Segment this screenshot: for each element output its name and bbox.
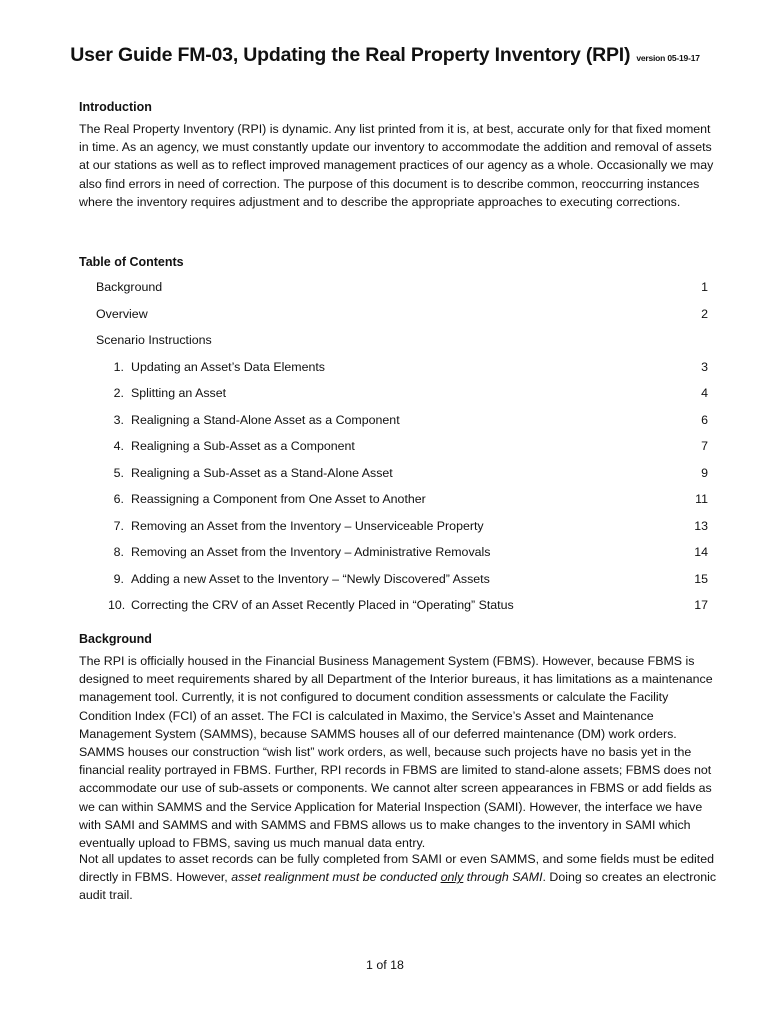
- toc-entry-number: 7.: [113, 518, 124, 533]
- emphasis-text: asset realignment must be conducted only through SAMI: [231, 870, 543, 885]
- toc-entry-page: 13: [694, 518, 708, 533]
- introduction-paragraph: The Real Property Inventory (RPI) is dynamic. Any list printed from it is, at best, accurate only for that fixed moment in time. As an agency, we must constantly update our inventory to accommodate the addition and removal of assets at our stations as well as to reflect improved management practices of our agency as a whole. Occasionally we may also find errors in need of correction. The purpose of this document is to describe common, reoccurring instances where the inventory requires adjustment and to describe the appropriate approaches to executing corrections.: [79, 122, 714, 209]
- toc-scenario-entry[interactable]: [108, 598, 708, 616]
- toc-entry-page: 3: [701, 359, 708, 374]
- page-number: 1 of 18: [366, 958, 404, 972]
- underlined-only: only: [440, 870, 464, 885]
- toc-entry-label: Reassigning a Component from One Asset to Another: [131, 492, 426, 506]
- toc-entry-page: 2: [701, 306, 708, 321]
- toc-scenario-entry[interactable]: [108, 439, 708, 457]
- background-heading: Background: [79, 632, 152, 646]
- background-paragraph-1: The RPI is officially housed in the Financial Business Management System (FBMS). However, because FBMS is designed to meet requirements shared by all Department of the Interior bureaus, it has limitations as a maintenance management tool. Currently, it is not configured to document condition assessments or calculate the Facility Condition Index (FCI) of an asset. The FCI is calculated in Maximo, the Service’s Asset and Maintenance Management System (SAMMS), because SAMMS houses all of our deferred maintenance (DM) work orders. SAMMS houses our construction “wish list” work orders, as well, because such projects have no basis yet in the financial reality portrayed in FBMS. Further, RPI records in FBMS are limited to stand-alone assets; FBMS does not accommodate our use of sub-assets or components. We cannot alter screen appearances in FBMS or add fields as we can within SAMMS and the Service Application for Material Inspection (SAMI). However, the interface we have with SAMI and SAMMS and with SAMMS and FBMS allows us to make changes to the inventory in SAMI which eventually upload to FBMS, saving us much manual data entry.: [79, 654, 713, 851]
- version-label: version 05-19-17: [636, 53, 700, 63]
- toc-entry-page: 1: [701, 280, 708, 294]
- toc-entry-label: Overview: [96, 306, 148, 321]
- toc-entry-page: 14: [694, 545, 708, 559]
- toc-entry[interactable]: [96, 280, 708, 298]
- toc-entry[interactable]: [96, 307, 708, 325]
- toc-entry-label: Removing an Asset from the Inventory – Administrative Removals: [131, 545, 491, 559]
- toc-entry-number: 10.: [108, 598, 126, 612]
- toc-entry-label: Correcting the CRV of an Asset Recently Placed in “Operating” Status: [131, 598, 514, 612]
- toc-entry-number: 6.: [113, 492, 124, 506]
- toc-scenario-entry[interactable]: [108, 386, 708, 404]
- toc-scenario-entry[interactable]: [108, 572, 708, 590]
- toc-entry-label: Removing an Asset from the Inventory – Unserviceable Property: [131, 518, 484, 533]
- toc-entry-number: 8.: [113, 545, 124, 559]
- toc-entry-label: Splitting an Asset: [131, 386, 227, 400]
- toc-entry-label: Background: [96, 280, 163, 294]
- toc-entry-number: 9.: [113, 571, 124, 586]
- toc-entry-number: 1.: [113, 359, 124, 374]
- toc-entry-number: 4.: [113, 439, 124, 453]
- toc-entry[interactable]: [96, 333, 708, 351]
- toc-entry-label: Realigning a Stand-Alone Asset as a Component: [131, 412, 400, 427]
- background-paragraph-2: Not all updates to asset records can be fully completed from SAMI or even SAMMS, and some fields must be edited directly in FBMS. However, asset realignment must be conducted only through SAMI. Doing so creates an electronic audit trail.: [79, 852, 717, 903]
- toc-entry-page: 6: [701, 412, 708, 427]
- toc-entry-label: Realigning a Sub-Asset as a Component: [131, 439, 355, 453]
- introduction-heading: Introduction: [79, 100, 152, 114]
- toc-entry-page: 4: [701, 386, 708, 400]
- toc-entry-page: 9: [701, 465, 708, 480]
- toc-entry-page: 11: [695, 492, 708, 506]
- toc-heading: Table of Contents: [79, 255, 184, 269]
- toc-scenario-entry[interactable]: [108, 492, 708, 510]
- toc-entry-page: 17: [694, 598, 708, 612]
- toc-entry-number: 2.: [113, 386, 124, 400]
- toc-entry-label: Updating an Asset’s Data Elements: [131, 359, 326, 374]
- toc-scenario-entry[interactable]: [108, 413, 708, 431]
- title-text: User Guide FM-03, Updating the Real Property Inventory (RPI): [70, 44, 631, 66]
- toc-scenario-entry[interactable]: [108, 545, 708, 563]
- toc-scenario-entry[interactable]: [108, 519, 708, 537]
- toc-entry-page: 15: [694, 571, 708, 586]
- toc-scenario-entry[interactable]: [108, 466, 708, 484]
- toc-entry-label: Realigning a Sub-Asset as a Stand-Alone Asset: [131, 465, 393, 480]
- toc-entry-number: 5.: [113, 465, 124, 480]
- toc-entry-label: Scenario Instructions: [96, 333, 212, 347]
- document-title: [0, 44, 770, 67]
- toc-entry-number: 3.: [113, 412, 124, 427]
- toc-entry-label: Adding a new Asset to the Inventory – “Newly Discovered” Assets: [131, 571, 490, 586]
- toc-entry-page: 7: [701, 439, 708, 453]
- toc-scenario-entry[interactable]: [108, 360, 708, 378]
